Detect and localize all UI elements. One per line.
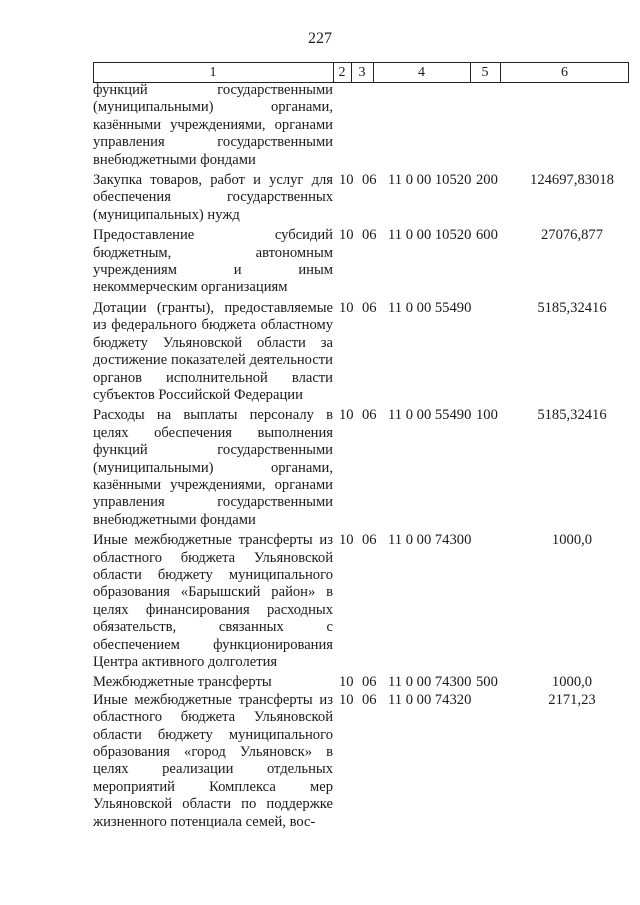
row-description: Иные межбюджетные трансферты из областного бюджета Ульяновской области бюджету муниципального образования «Барышский район» в целях финансирования расходных обязательств, связанных с обеспечением функционирования Центра активного долголетия — [93, 532, 333, 670]
page-number: 227 — [308, 30, 332, 47]
row-target-code: 11 0 00 10520 — [388, 172, 472, 189]
row-section: 10 — [339, 674, 354, 691]
row-target-code: 11 0 00 74300 — [388, 532, 472, 549]
header-col-4: 4 — [418, 65, 425, 80]
row-amount: 5185,32416 — [537, 299, 607, 316]
row-target-code: 11 0 00 74300 — [388, 674, 472, 691]
table-body — [0, 82, 640, 831]
row-amount: 1000,0 — [551, 532, 593, 549]
row-target-code: 11 0 00 10520 — [388, 227, 472, 244]
header-divider — [373, 62, 374, 82]
header-col-6: 6 — [561, 65, 568, 80]
header-divider — [500, 62, 501, 82]
header-col-1: 1 — [209, 65, 217, 80]
row-section: 10 — [339, 691, 354, 708]
row-section: 10 — [339, 407, 354, 424]
row-section: 10 — [339, 172, 354, 189]
row-target-code: 11 0 00 55490 — [388, 299, 472, 316]
header-divider — [628, 62, 629, 82]
row-subsection: 06 — [362, 674, 377, 691]
row-amount: 27076,877 — [540, 227, 604, 244]
row-amount: 1000,0 — [551, 674, 593, 691]
header-col-3: 3 — [358, 65, 366, 80]
table-row — [0, 172, 640, 224]
table-row — [0, 82, 640, 169]
row-expense-type: 200 — [476, 172, 498, 189]
header-col-5: 5 — [481, 65, 489, 80]
row-subsection: 06 — [362, 407, 377, 424]
row-expense-type: 100 — [476, 407, 498, 424]
row-description: Иные межбюджетные трансферты из областного бюджета Ульяновской области бюджету муниципального образования «город Ульяновск» в целях реализации отдельных мероприятий Комплекса мер Ульяновской области по поддержке жизненного потенциала семей, вос- — [93, 691, 333, 830]
row-subsection: 06 — [362, 227, 377, 244]
row-description: Дотации (гранты), предоставляемые из федерального бюджета областному бюджету Ульяновской области за достижение показателей деятельности органов исполнительной власти субъектов Российской Федерации — [93, 299, 333, 403]
row-expense-type: 500 — [476, 674, 498, 691]
row-section: 10 — [339, 532, 354, 549]
row-section: 10 — [339, 227, 354, 244]
row-section: 10 — [339, 299, 354, 316]
row-expense-type: 600 — [476, 227, 498, 244]
row-subsection: 06 — [362, 691, 377, 708]
row-amount: 124697,83018 — [530, 172, 614, 189]
row-description: функций государственными (муниципальными) органами, казёнными учреждениями, органами управления государственными внебюджетными фондами — [93, 82, 333, 168]
row-description: Расходы на выплаты персоналу в целях обеспечения выполнения функций государственными (муниципальными) органами, казёнными учреждениями, органами управления государственными внебюджетными фондами — [93, 407, 333, 528]
row-description: Предоставление субсидий бюджетным, автономным учреждениям и иным некоммерческим организациям — [93, 227, 333, 296]
header-divider — [351, 62, 352, 82]
row-subsection: 06 — [362, 299, 377, 316]
header-divider — [333, 62, 334, 82]
row-target-code: 11 0 00 55490 — [388, 407, 472, 424]
table-row — [0, 300, 640, 404]
row-description: Закупка товаров, работ и услуг для обеспечения государственных (муниципальных) нужд — [93, 172, 333, 223]
header-col-2: 2 — [338, 65, 346, 80]
row-amount: 5185,32416 — [537, 407, 607, 424]
table-row — [0, 407, 640, 529]
header-divider — [93, 62, 94, 82]
row-amount: 2171,23 — [548, 691, 596, 708]
row-target-code: 11 0 00 74320 — [388, 691, 472, 708]
row-subsection: 06 — [362, 172, 377, 189]
table-row — [0, 532, 640, 671]
table-row — [0, 227, 640, 297]
table-row — [0, 674, 640, 691]
row-description: Межбюджетные трансферты — [93, 674, 272, 691]
table-row — [0, 692, 640, 831]
table-header-row — [93, 62, 629, 83]
row-subsection: 06 — [362, 532, 377, 549]
header-divider — [470, 62, 471, 82]
